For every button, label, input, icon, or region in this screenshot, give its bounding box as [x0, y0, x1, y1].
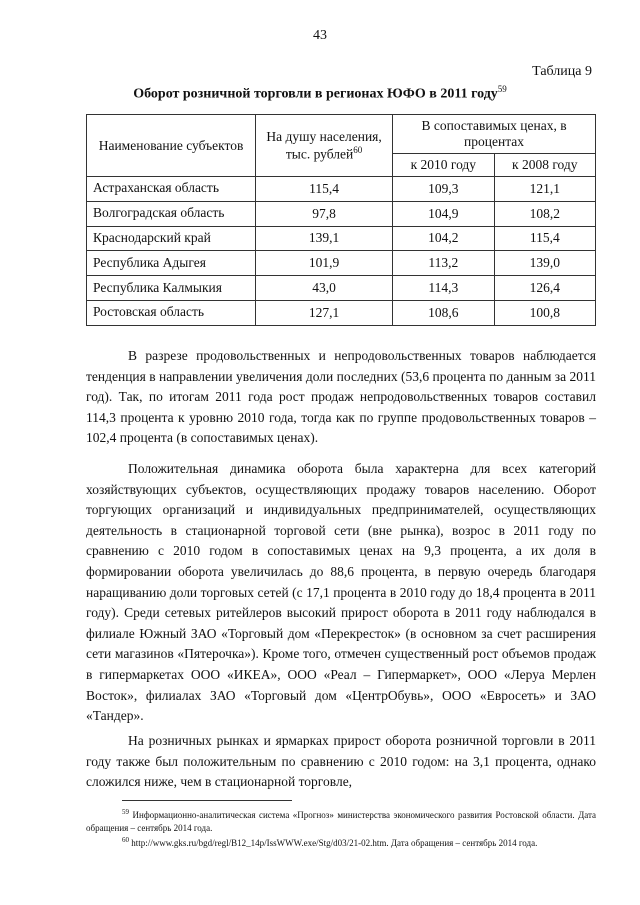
- retail-turnover-table: [86, 114, 596, 326]
- table-row: [87, 251, 596, 276]
- cell-per-capita: 139,1: [256, 226, 393, 251]
- paragraph-text: На розничных рынках и ярмарках прирост оборота розничной торговли в 2011 году также был положительным по сравнению с 2010 годом: на 3,1 процента, однако сложился ниже, чем в стационарной торговле,: [86, 733, 596, 790]
- cell-vs-2008: 108,2: [494, 201, 595, 226]
- cell-vs-2008: 115,4: [494, 226, 595, 251]
- body-paragraph: [86, 346, 596, 449]
- cell-vs-2010: 114,3: [393, 276, 494, 301]
- cell-region: Астраханская область: [87, 177, 256, 202]
- footnote-ref-60: 60: [353, 144, 363, 155]
- footnote-ref-59: 59: [497, 84, 507, 94]
- paragraph-text: Положительная динамика оборота была характерна для всех категорий хозяйствующих субъектов, осуществляющих продажу товаров населению. Оборот торгующих организаций и индивидуальных предпринимателей, осуществляющих деятельность в стационарной торговой сети (вне рынка), возрос в 2011 году по сравнению с 2010 годом в сопоставимых ценах на 9,3 процента, а их доля в формировании оборота увеличилась до 88,6 процента, в первую очередь благодаря наращиванию доли торговых сетей (с 17,1 процента в 2010 году до 18,4 процента в 2011 году). Среди сетевых ритейлеров высокий прирост оборота в 2011 году наблюдался в филиале Южный ЗАО «Торговый дом «Перекресток» (в основном за счет расширения сети магазинов «Пятерочка»). Кроме того, отмечен существенный рост объемов продаж в гипермаркетах ООО «ИКЕА», ООО «Реал – Гипермаркет», ООО «Леруа Мерлен Восток», филиалах ЗАО «Торговый дом «ЦентрОбувь», ООО «Евросеть» и ЗАО «Тандер».: [86, 461, 596, 724]
- table-row: [87, 177, 596, 202]
- cell-vs-2010: 104,2: [393, 226, 494, 251]
- table-row: [87, 300, 596, 325]
- table-row: [87, 201, 596, 226]
- cell-vs-2008: 121,1: [494, 177, 595, 202]
- footnote-marker: 59: [122, 808, 129, 816]
- cell-region: Республика Калмыкия: [87, 276, 256, 301]
- cell-region: Волгоградская область: [87, 201, 256, 226]
- cell-per-capita: 97,8: [256, 201, 393, 226]
- cell-vs-2008: 126,4: [494, 276, 595, 301]
- footnote-60: [86, 834, 596, 850]
- cell-per-capita: 43,0: [256, 276, 393, 301]
- cell-vs-2010: 108,6: [393, 300, 494, 325]
- header-per-capita-text: На душу населения, тыс. рублей: [266, 128, 382, 162]
- body-paragraph: [86, 459, 596, 727]
- footnote-59: [86, 806, 596, 834]
- footnote-text: Информационно-аналитическая система «Прогноз» министерства экономического развития Ростовской области. Дата обращения – сентябрь 2014 года.: [86, 810, 597, 833]
- header-vs-2010: к 2010 году: [393, 154, 494, 177]
- cell-vs-2008: 139,0: [494, 251, 595, 276]
- cell-region: Краснодарский край: [87, 226, 256, 251]
- footnotes: [86, 806, 596, 850]
- body-paragraph: [86, 731, 596, 793]
- cell-region: Ростовская область: [87, 300, 256, 325]
- header-vs-2008: к 2008 году: [494, 154, 595, 177]
- table-title: [0, 84, 640, 103]
- cell-vs-2010: 113,2: [393, 251, 494, 276]
- cell-per-capita: 127,1: [256, 300, 393, 325]
- cell-per-capita: 101,9: [256, 251, 393, 276]
- table-title-text: Оборот розничной торговли в регионах ЮФО в 2011 году: [133, 86, 498, 102]
- footnote-marker: 60: [122, 836, 129, 844]
- header-comparable-prices: В сопоставимых ценах, в процентах: [393, 115, 596, 154]
- paragraph-text: В разрезе продовольственных и непродовольственных товаров наблюдается тенденция в направлении увеличения доли последних (53,6 процента по данным за 2011 год). Так, по итогам 2011 года рост продаж непродовольственных товаров составил 114,3 процента к уровню 2010 года, тогда как по группе продовольственных товаров – 102,4 процента (в сопоставимых ценах).: [86, 348, 596, 446]
- table-row: [87, 276, 596, 301]
- footnote-separator: [122, 800, 292, 801]
- table-row: [87, 226, 596, 251]
- cell-vs-2010: 104,9: [393, 201, 494, 226]
- page-number: 43: [313, 28, 327, 43]
- table-label: Таблица 9: [532, 64, 592, 79]
- cell-vs-2008: 100,8: [494, 300, 595, 325]
- header-name: Наименование субъектов: [87, 115, 256, 177]
- cell-per-capita: 115,4: [256, 177, 393, 202]
- cell-region: Республика Адыгея: [87, 251, 256, 276]
- footnote-text: http://www.gks.ru/bgd/regl/B12_14p/IssWWW.exe/Stg/d03/21-02.htm. Дата обращения – сентябрь 2014 года.: [131, 838, 538, 848]
- header-per-capita: [256, 115, 393, 177]
- cell-vs-2010: 109,3: [393, 177, 494, 202]
